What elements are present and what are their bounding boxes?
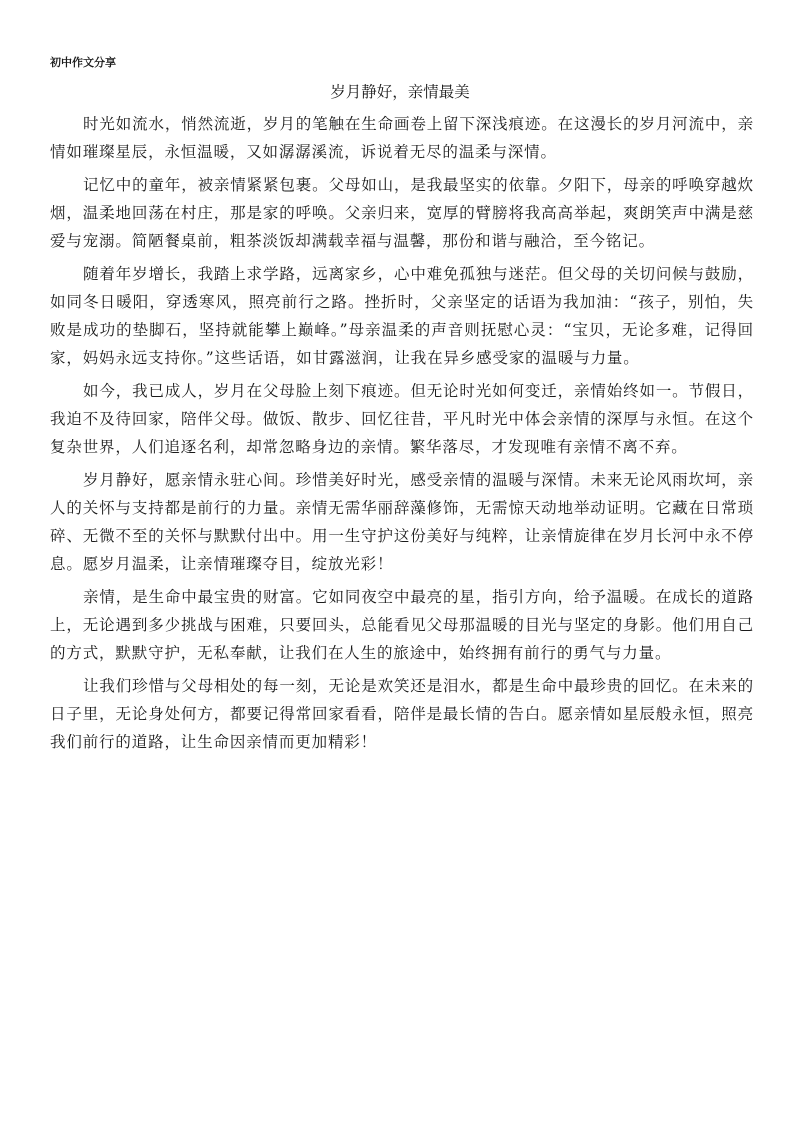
paragraph-2: 记忆中的童年，被亲情紧紧包裹。父母如山，是我最坚实的依靠。夕阳下，母亲的呼唤穿越炊烟，温柔地回荡在村庄，那是家的呼唤。父亲归来，宽厚的臂膀将我高高举起，爽朗笑声中满是慈爱与宠溺。简陋餐桌前，粗茶淡饭却满载幸福与温馨，那份和谐与融洽，至今铭记。 <box>50 176 754 250</box>
paragraph-5: 岁月静好，愿亲情永驻心间。珍惜美好时光，感受亲情的温暖与深情。未来无论风雨坎坷，亲人的关怀与支持都是前行的力量。亲情无需华丽辞藻修饰，无需惊天动地举动证明。它藏在日常琐碎、无微不至的关怀与默默付出中。用一生守护这份美好与纯粹，让亲情旋律在岁月长河中永不停息。愿岁月温柔，让亲情璀璨夺目，绽放光彩！ <box>50 471 754 573</box>
paragraph-6: 亲情，是生命中最宝贵的财富。它如同夜空中最亮的星，指引方向，给予温暖。在成长的道路上，无论遇到多少挑战与困难，只要回头，总能看见父母那温暖的目光与坚定的身影。他们用自己的方式，默默守护，无私奉献，让我们在人生的旅途中，始终拥有前行的勇气与力量。 <box>50 588 754 662</box>
paragraph-4: 如今，我已成人，岁月在父母脸上刻下痕迹。但无论时光如何变迁，亲情始终如一。节假日，我迫不及待回家，陪伴父母。做饭、散步、回忆往昔，平凡时光中体会亲情的深厚与永恒。在这个复杂世界，人们追逐名利，却常忽略身边的亲情。繁华落尽，才发现唯有亲情不离不弃。 <box>50 382 754 456</box>
essay-body <box>50 110 754 761</box>
header-label: 初中作文分享 <box>50 56 116 69</box>
paragraph-7: 让我们珍惜与父母相处的每一刻，无论是欢笑还是泪水，都是生命中最珍贵的回忆。在未来的日子里，无论身处何方，都要记得常回家看看，陪伴是最长情的告白。愿亲情如星辰般永恒，照亮我们前行的道路，让生命因亲情而更加精彩！ <box>50 677 754 751</box>
paragraph-1: 时光如流水，悄然流逝，岁月的笔触在生命画卷上留下深浅痕迹。在这漫长的岁月河流中，亲情如璀璨星辰，永恒温暖，又如潺潺溪流，诉说着无尽的温柔与深情。 <box>50 115 754 161</box>
document-title: 岁月静好，亲情最美 <box>330 83 470 101</box>
paragraph-3: 随着年岁增长，我踏上求学路，远离家乡，心中难免孤独与迷茫。但父母的关切问候与鼓励，如同冬日暖阳，穿透寒风，照亮前行之路。挫折时，父亲坚定的话语为我加油：“孩子，别怕，失败是成功的垫脚石，坚持就能攀上巅峰。”母亲温柔的声音则抚慰心灵：“宝贝，无论多难，记得回家，妈妈永远支持你。”这些话语，如甘露滋润，让我在异乡感受家的温暖与力量。 <box>50 265 754 367</box>
